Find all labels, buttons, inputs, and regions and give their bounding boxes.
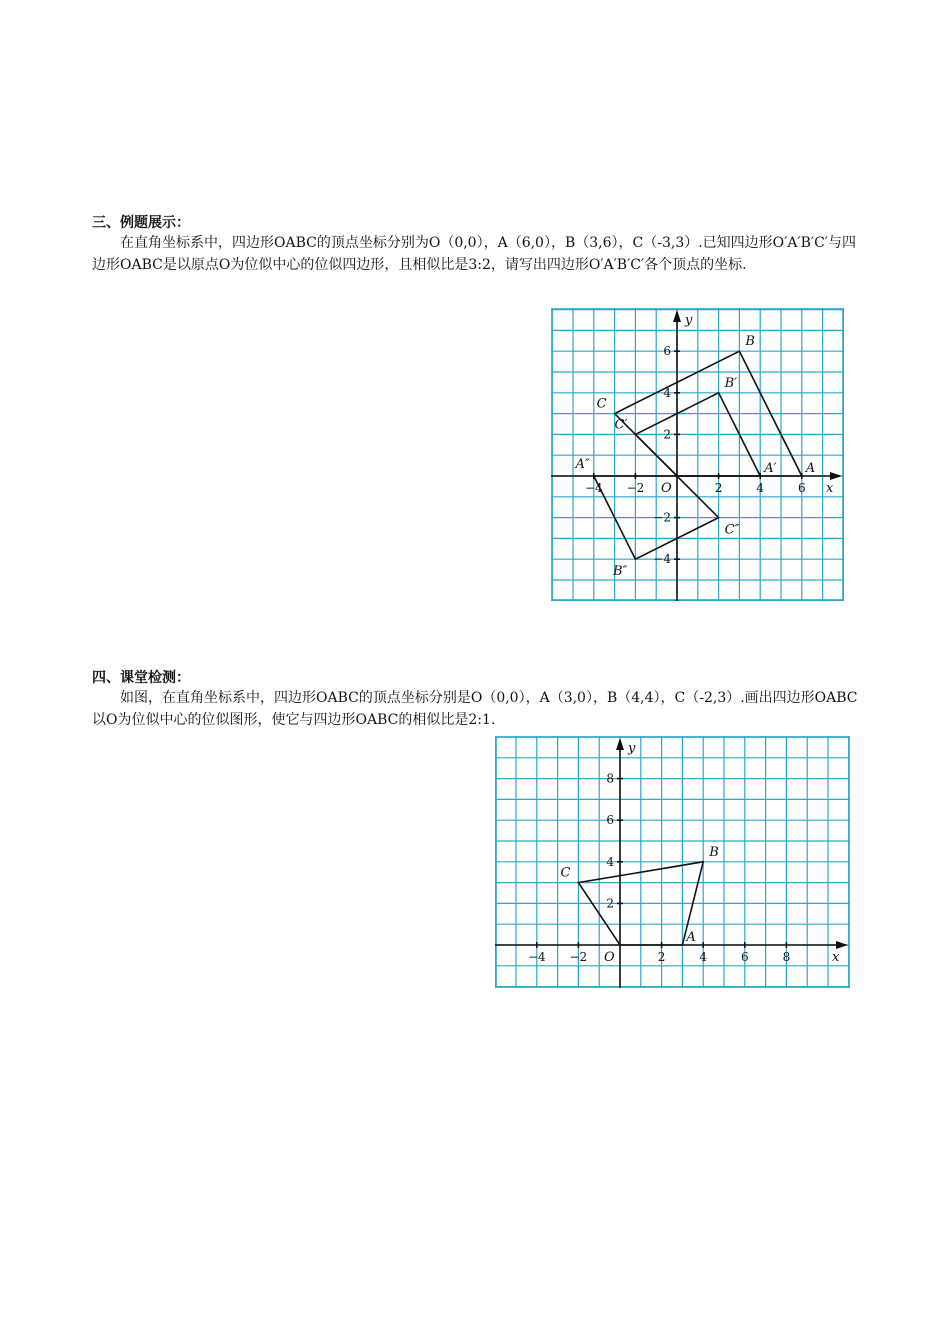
section3-heading: 三、例题展示： <box>92 215 190 231</box>
y-tick-label: −2 <box>653 510 671 525</box>
x-tick-label: 6 <box>740 950 749 964</box>
x-axis-arrow <box>836 941 848 949</box>
x-tick-label: −2 <box>626 481 645 495</box>
y-tick-label: 6 <box>663 344 671 359</box>
x-tick-label: −4 <box>527 950 546 964</box>
vertex-label: B′ <box>724 375 738 391</box>
x-tick-label: 2 <box>657 950 666 964</box>
vertex-label: C <box>596 396 607 412</box>
x-tick-label: 6 <box>797 481 806 495</box>
section3-problem-text: 在直角坐标系中，四边形OABC的顶点坐标分别为O（0,0），A（6,0），B（3,6），C（-3,3）.已知四边形O′A′B′C′与四边形OABC是以原点O为位似中心的位似四边形，且相似比是3:2，请写出四边形O′A′B′C′各个顶点的坐标. <box>92 235 856 273</box>
vertex-label: A <box>686 930 696 945</box>
grid-lines <box>495 736 850 988</box>
section3-problem <box>92 232 862 276</box>
x-axis-label: x <box>826 481 834 496</box>
vertex-label: A <box>805 461 816 476</box>
grid-lines <box>551 308 844 601</box>
y-tick-label: 4 <box>606 854 614 869</box>
vertex-label: A′ <box>764 461 777 476</box>
section4-problem <box>92 687 862 731</box>
vertex-label: A″ <box>575 457 590 472</box>
section4-heading: 四、课堂检测： <box>92 670 190 686</box>
y-axis-label: y <box>628 741 636 756</box>
y-axis-arrow <box>616 738 624 750</box>
y-tick-label: 4 <box>663 385 671 400</box>
x-tick-label: −2 <box>569 950 588 964</box>
x-tick-label: −4 <box>584 481 603 495</box>
vertex-label: C′ <box>614 417 628 433</box>
x-axis-arrow <box>830 472 842 480</box>
y-tick-label: −4 <box>653 552 671 567</box>
vertex-label: B <box>709 844 719 860</box>
origin-label: O <box>661 481 672 496</box>
y-axis-label: y <box>685 313 693 328</box>
origin-label: O <box>604 950 615 965</box>
figure2-coordinate-grid <box>495 736 850 988</box>
x-tick-label: 4 <box>699 950 708 964</box>
y-axis-arrow <box>673 310 681 322</box>
y-tick-label: 2 <box>606 896 614 911</box>
x-tick-label: 8 <box>782 950 791 964</box>
x-axis-label: x <box>832 950 840 965</box>
x-tick-label: 4 <box>756 481 765 495</box>
vertex-label: C <box>560 865 571 881</box>
section4-problem-text: 如图，在直角坐标系中，四边形OABC的顶点坐标分别是O（0,0），A（3,0），B（4,4），C（-2,3）.画出四边形OABC以O为位似中心的位似图形，使它与四边形OABC的相似比是2:1. <box>92 690 858 728</box>
vertex-label: B″ <box>612 564 628 580</box>
y-tick-label: 8 <box>606 771 614 786</box>
x-tick-label: 2 <box>714 481 723 495</box>
vertex-label: B <box>745 334 755 350</box>
vertex-label: C″ <box>724 522 740 538</box>
figure1-coordinate-grid <box>551 308 844 601</box>
y-tick-label: 6 <box>606 813 614 828</box>
y-tick-label: 2 <box>663 427 671 442</box>
